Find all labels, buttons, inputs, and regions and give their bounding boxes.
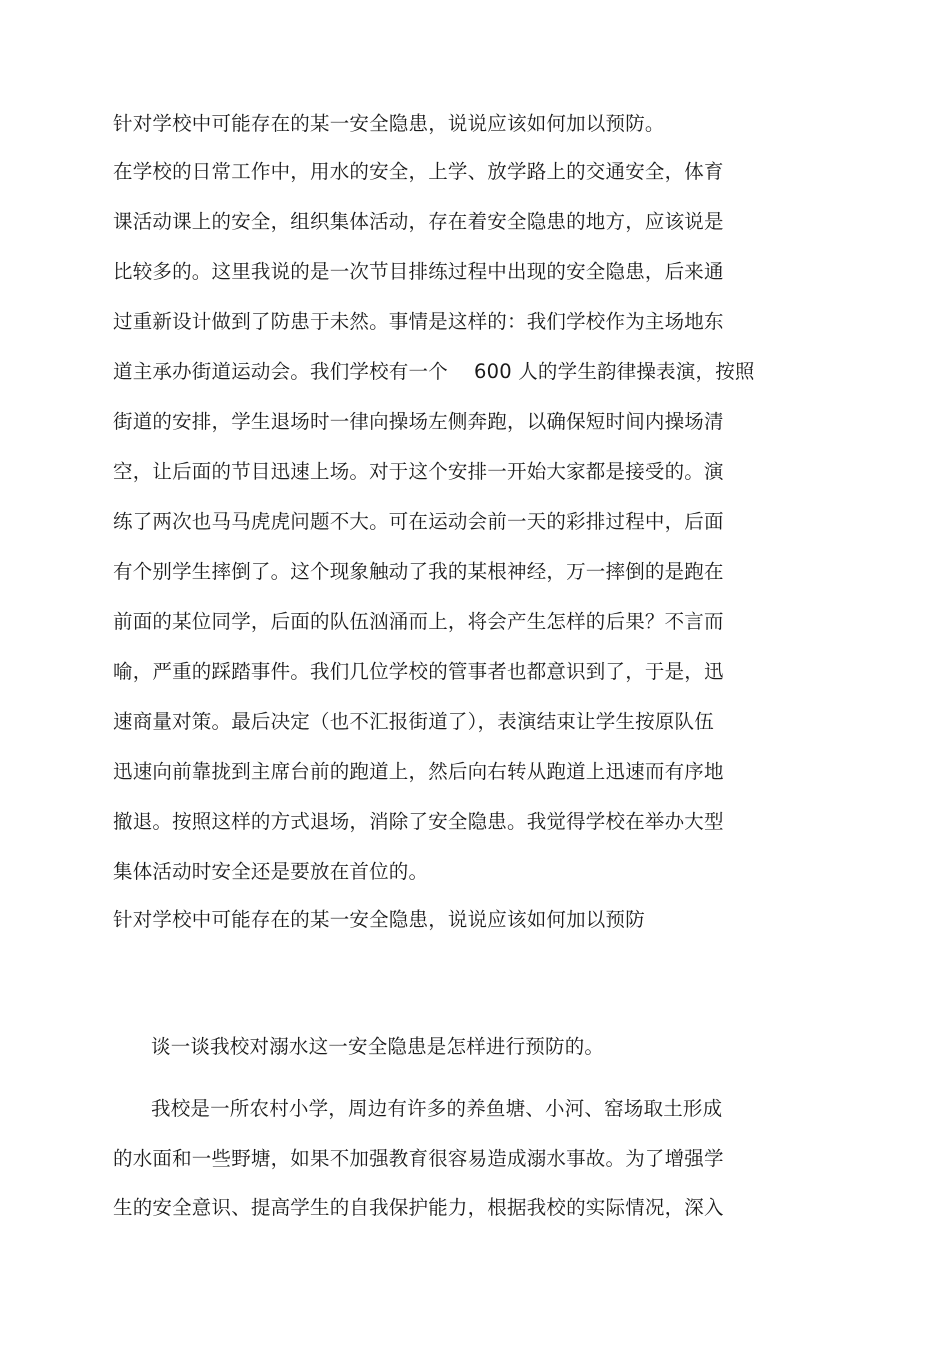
section1-line: 集体活动时安全还是要放在首位的。 (113, 860, 429, 883)
section1-line: 迅速向前靠拢到主席台前的跑道上，然后向右转从跑道上迅速而有序地 (113, 760, 724, 783)
section1-line: 在学校的日常工作中，用水的安全，上学、放学路上的交通安全，体育 (113, 160, 724, 183)
section1-line: 道主承办街道运动会。我们学校有一个 600 人的学生韵律操表演，按照 (113, 360, 755, 383)
section1-line: 过重新设计做到了防患于未然。事情是这样的：我们学校作为主场地东 (113, 310, 724, 333)
section1-line: 速商量对策。最后决定（也不汇报街道了），表演结束让学生按原队伍 (113, 710, 714, 733)
section1-line: 空，让后面的节目迅速上场。对于这个安排一开始大家都是接受的。演 (113, 460, 724, 483)
section1-line: 有个别学生摔倒了。这个现象触动了我的某根神经，万一摔倒的是跑在 (113, 560, 724, 583)
section1-line: 前面的某位同学，后面的队伍汹涌而上，将会产生怎样的后果？不言而 (113, 610, 724, 633)
section1-line: 课活动课上的安全，组织集体活动，存在着安全隐患的地方，应该说是 (113, 210, 724, 233)
section3-heading: 谈一谈我校对溺水这一安全隐患是怎样进行预防的。 (151, 1035, 605, 1058)
section1-heading: 针对学校中可能存在的某一安全隐患，说说应该如何加以预防。 (113, 112, 665, 135)
section1-line: 撤退。按照这样的方式退场，消除了安全隐患。我觉得学校在举办大型 (113, 810, 724, 833)
section2-heading: 针对学校中可能存在的某一安全隐患，说说应该如何加以预防 (113, 908, 645, 931)
section1-line: 练了两次也马马虎虎问题不大。可在运动会前一天的彩排过程中，后面 (113, 510, 724, 533)
section3-line: 我校是一所农村小学，周边有许多的养鱼塘、小河、窑场取土形成 (151, 1097, 723, 1120)
section1-line: 喻，严重的踩踏事件。我们几位学校的管事者也都意识到了，于是，迅 (113, 660, 724, 683)
section1-line: 比较多的。这里我说的是一次节目排练过程中出现的安全隐患，后来通 (113, 260, 724, 283)
section3-line: 生的安全意识、提高学生的自我保护能力，根据我校的实际情况，深入 (113, 1196, 724, 1219)
section1-line: 街道的安排，学生退场时一律向操场左侧奔跑，以确保短时间内操场清 (113, 410, 724, 433)
section3-line: 的水面和一些野塘，如果不加强教育很容易造成溺水事故。为了增强学 (113, 1147, 724, 1170)
